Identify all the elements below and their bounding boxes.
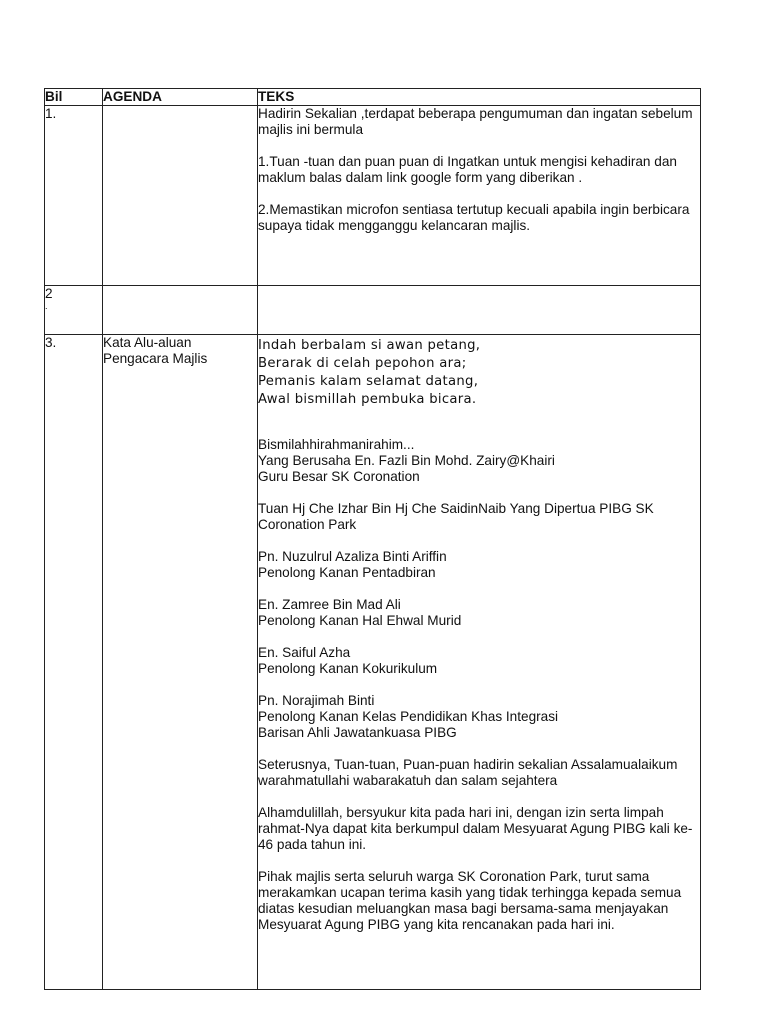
table-row: [45, 286, 701, 335]
row-number: 1.: [45, 106, 103, 286]
header-teks: TEKS: [258, 89, 701, 106]
table-row: [45, 106, 701, 286]
teks-block: [258, 597, 700, 629]
pantun-line: Indah berbalam si awan petang,: [258, 338, 481, 353]
teks-block: [258, 693, 700, 741]
teks-line: Barisan Ahli Jawatankuasa PIBG: [258, 725, 457, 740]
header-agenda: AGENDA: [103, 89, 258, 106]
row-number: [45, 286, 103, 335]
teks-block: [258, 805, 700, 853]
header-bil: Bil: [45, 89, 103, 106]
pantun-line: Awal bismillah pembuka bicara.: [258, 392, 477, 407]
teks-line: En. Saiful Azha: [258, 645, 351, 660]
row-number-dot: .: [45, 301, 48, 311]
table-row: [45, 335, 701, 990]
teks-block: [258, 437, 700, 485]
row-agenda: [103, 286, 258, 335]
row-agenda: [103, 106, 258, 286]
row-teks: [258, 106, 701, 286]
row-teks: [258, 286, 701, 335]
row-teks: [258, 335, 701, 990]
teks-block: [258, 869, 700, 933]
teks-line: Penolong Kanan Hal Ehwal Murid: [258, 613, 462, 628]
teks-paragraph: 2.Memastikan microfon sentiasa tertutup kecuali apabila ingin berbicara supaya tidak mengganggu kelancaran majlis.: [258, 202, 690, 233]
agenda-table: [44, 88, 701, 990]
teks-line: Pn. Norajimah Binti: [258, 693, 375, 708]
pantun-line: Pemanis kalam selamat datang,: [258, 374, 479, 389]
teks-line: Penolong Kanan Kokurikulum: [258, 661, 438, 676]
teks-line: Alhamdulillah, bersyukur kita pada hari ini, dengan izin serta limpah rahmat-Nya dapat kita berkumpul dalam Mesyuarat Agung PIBG kali ke-46 pada tahun ini.: [258, 805, 693, 852]
teks-line: Bismilahhirahmanirahim...: [258, 437, 415, 452]
table-header-row: [45, 89, 701, 106]
row-number-digit: 2: [45, 286, 53, 301]
teks-paragraph: 1.Tuan -tuan dan puan puan di Ingatkan untuk mengisi kehadiran dan maklum balas dalam link google form yang diberikan .: [258, 154, 677, 185]
teks-line: Penolong Kanan Kelas Pendidikan Khas Integrasi: [258, 709, 559, 724]
teks-block: [258, 501, 700, 533]
teks-block: [258, 549, 700, 581]
teks-line: En. Zamree Bin Mad Ali: [258, 597, 401, 612]
teks-line: Pn. Nuzulrul Azaliza Binti Ariffin: [258, 549, 447, 564]
teks-line: Tuan Hj Che Izhar Bin Hj Che SaidinNaib Yang Dipertua PIBG SK Coronation Park: [258, 501, 654, 532]
teks-line: Yang Berusaha En. Fazli Bin Mohd. Zairy@Khairi: [258, 453, 555, 468]
teks-line: Pihak majlis serta seluruh warga SK Coronation Park, turut sama merakamkan ucapan terima kasih yang tidak terhingga kepada semua diatas kesudian meluangkan masa bagi bersama-sama menjayakan Mesyuarat Agung PIBG yang kita rencanakan pada hari ini.: [258, 869, 682, 932]
row-number: 3.: [45, 335, 103, 990]
teks-line: Penolong Kanan Pentadbiran: [258, 565, 436, 580]
teks-line: Seterusnya, Tuan-tuan, Puan-puan hadirin sekalian Assalamualaikum warahmatullahi wabarakatuh dan salam sejahtera: [258, 757, 678, 788]
teks-paragraph: Hadirin Sekalian ,terdapat beberapa pengumuman dan ingatan sebelum majlis ini bermula: [258, 106, 693, 137]
teks-block: [258, 757, 700, 789]
row-agenda: Kata Alu-aluan Pengacara Majlis: [103, 335, 258, 990]
teks-block: [258, 645, 700, 677]
teks-line: Guru Besar SK Coronation: [258, 469, 420, 484]
pantun-line: Berarak di celah pepohon ara;: [258, 356, 467, 371]
pantun-verse: [258, 337, 700, 409]
